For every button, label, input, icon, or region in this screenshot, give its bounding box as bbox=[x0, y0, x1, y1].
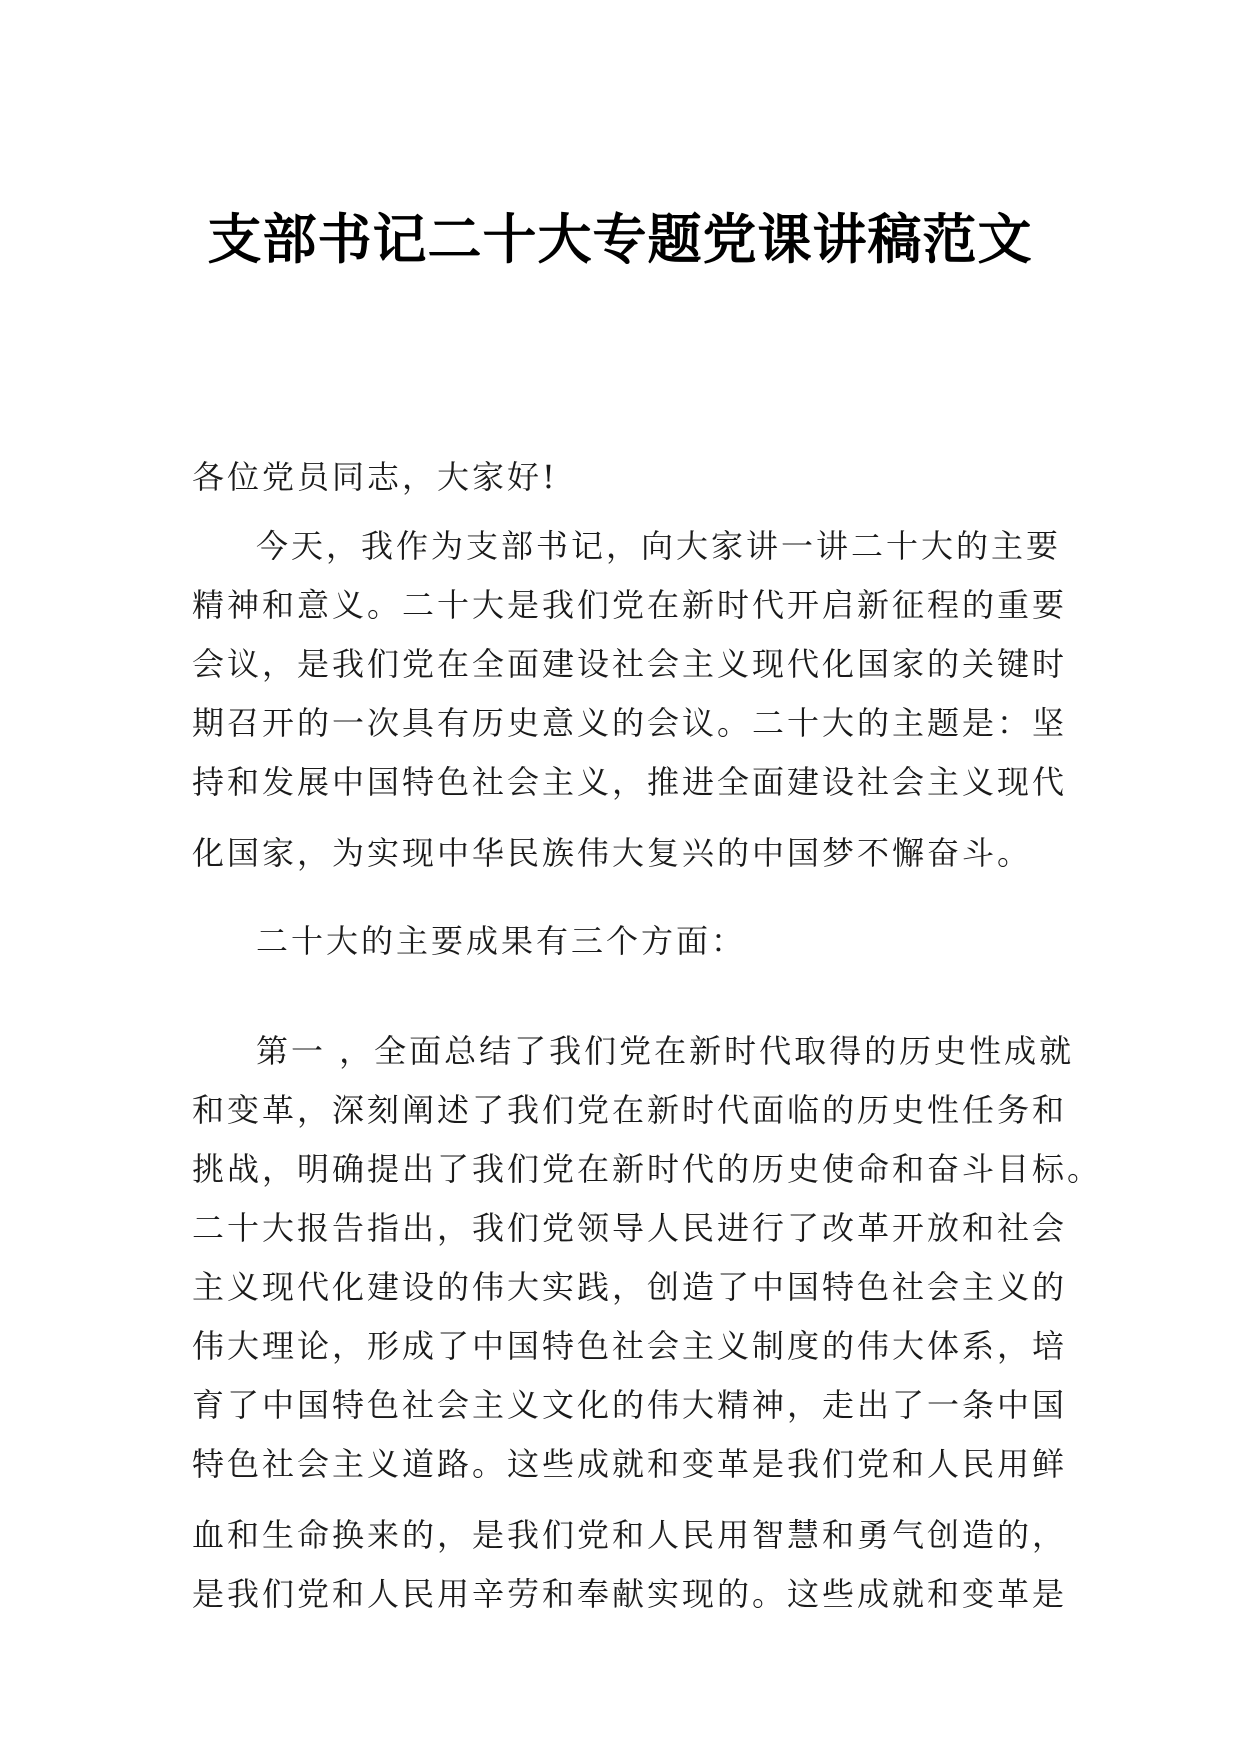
paragraph-line: 精神和意义。二十大是我们党在新时代开启新征程的重要 bbox=[192, 586, 1068, 624]
paragraph-line: 持和发展中国特色社会主义，推进全面建设社会主义现代 bbox=[192, 763, 1068, 801]
paragraph-line: 主义现代化建设的伟大实践，创造了中国特色社会主义的 bbox=[192, 1268, 1068, 1306]
paragraph-line: 是我们党和人民用辛劳和奉献实现的。这些成就和变革是 bbox=[192, 1575, 1068, 1613]
paragraph-line: 今天，我作为支部书记，向大家讲一讲二十大的主要 bbox=[256, 527, 1062, 565]
paragraph-line: 和变革，深刻阐述了我们党在新时代面临的历史性任务和 bbox=[192, 1091, 1068, 1129]
paragraph-line: 伟大理论，形成了中国特色社会主义制度的伟大体系，培 bbox=[192, 1327, 1068, 1365]
document-title: 支部书记二十大专题党课讲稿范文 bbox=[207, 208, 1033, 271]
paragraph-line: 特色社会主义道路。这些成就和变革是我们党和人民用鲜 bbox=[192, 1445, 1068, 1483]
paragraph-line: 会议，是我们党在全面建设社会主义现代化国家的关键时 bbox=[192, 645, 1068, 683]
paragraph-line: 育了中国特色社会主义文化的伟大精神，走出了一条中国 bbox=[192, 1386, 1068, 1424]
paragraph-line: 二十大报告指出，我们党领导人民进行了改革开放和社会 bbox=[192, 1209, 1068, 1247]
paragraph-line: 二十大的主要成果有三个方面： bbox=[256, 922, 747, 960]
paragraph-line: 挑战，明确提出了我们党在新时代的历史使命和奋斗目标。 bbox=[192, 1150, 1103, 1188]
paragraph-first-outcome bbox=[192, 1022, 1103, 1624]
paragraph-line: 血和生命换来的，是我们党和人民用智慧和勇气创造的， bbox=[192, 1516, 1068, 1554]
greeting-paragraph bbox=[192, 448, 1052, 507]
paragraph-line: 期召开的一次具有历史意义的会议。二十大的主题是：坚 bbox=[192, 704, 1068, 742]
paragraph-line: 化国家，为实现中华民族伟大复兴的中国梦不懈奋斗。 bbox=[192, 834, 1033, 872]
paragraph-outcomes-heading bbox=[192, 912, 1052, 971]
paragraph-intro bbox=[192, 517, 1068, 883]
paragraph-line: 第一 ，全面总结了我们党在新时代取得的历史性成就 bbox=[256, 1032, 1075, 1070]
greeting-line: 各位党员同志，大家好! bbox=[192, 458, 558, 496]
